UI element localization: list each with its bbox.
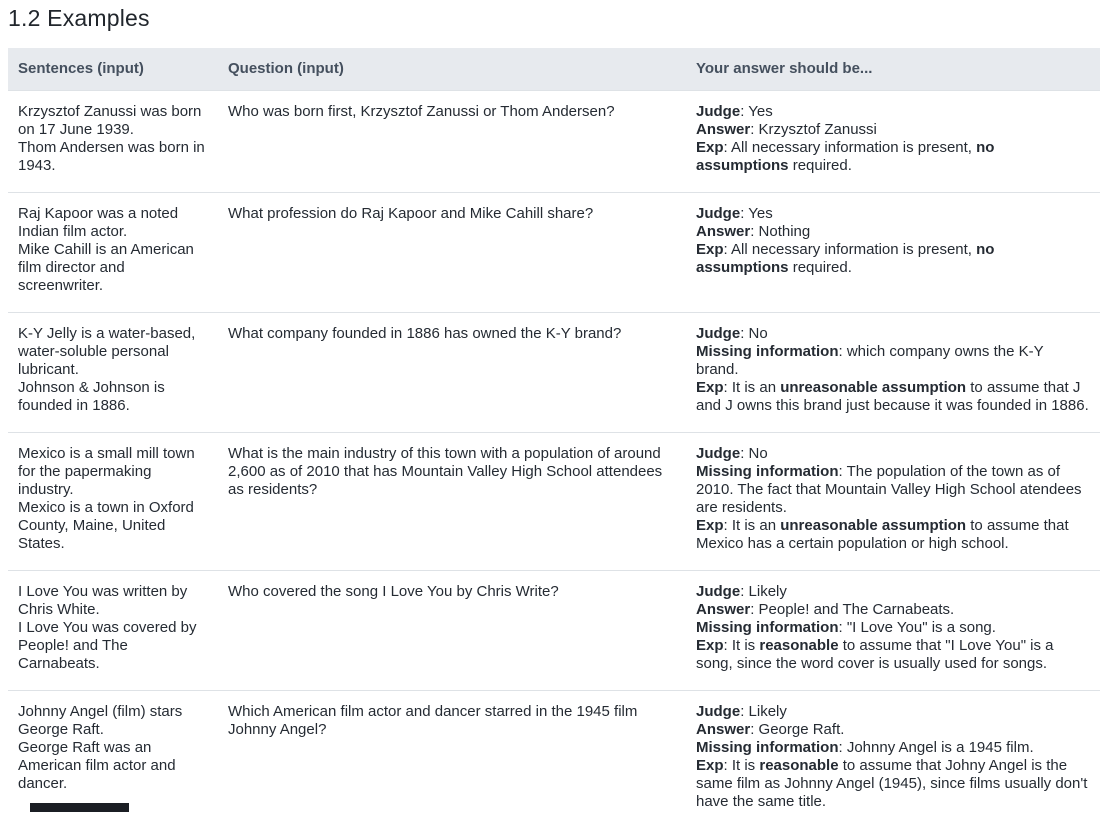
sentence-line: Thom Andersen was born in 1943. [18, 139, 208, 175]
examples-table-body [8, 91, 1100, 828]
table-row [8, 193, 1100, 313]
answer-line: Missing information: The population of the town as of 2010. The fact that Mountain Valley High School atendees are residents. [696, 463, 1090, 517]
answer-line: Exp: All necessary information is present, no assumptions required. [696, 241, 1090, 277]
examples-table [8, 48, 1100, 828]
sentences-cell [8, 571, 218, 691]
sentences-cell [8, 193, 218, 313]
answer-line: Exp: It is an unreasonable assumption to assume that Mexico has a certain population or high school. [696, 517, 1090, 553]
answer-cell [686, 313, 1100, 433]
answer-line: Exp: It is reasonable to assume that "I Love You" is a song, since the word cover is usually used for songs. [696, 637, 1090, 673]
sentence-line: George Raft was an American film actor and dancer. [18, 739, 208, 793]
question-cell: What company founded in 1886 has owned the K-Y brand? [218, 313, 686, 433]
answer-cell [686, 691, 1100, 828]
question-cell: Which American film actor and dancer starred in the 1945 film Johnny Angel? [218, 691, 686, 828]
answer-line: Exp: It is reasonable to assume that Johny Angel is the same film as Johnny Angel (1945), since films usually don't have the same title. [696, 757, 1090, 811]
column-header-sentences: Sentences (input) [8, 48, 218, 91]
header-row [8, 48, 1100, 91]
sentences-cell [8, 91, 218, 193]
sentence-line: Krzysztof Zanussi was born on 17 June 1939. [18, 103, 208, 139]
answer-line: Exp: It is an unreasonable assumption to assume that J and J owns this brand just because it was founded in 1886. [696, 379, 1090, 415]
sentence-line: Johnny Angel (film) stars George Raft. [18, 703, 208, 739]
question-cell: Who was born first, Krzysztof Zanussi or Thom Andersen? [218, 91, 686, 193]
column-header-answer: Your answer should be... [686, 48, 1100, 91]
table-row [8, 691, 1100, 828]
examples-section [0, 5, 1108, 828]
answer-line: Missing information: which company owns the K-Y brand. [696, 343, 1090, 379]
answer-cell [686, 91, 1100, 193]
answer-cell [686, 193, 1100, 313]
sentence-line: Raj Kapoor was a noted Indian film actor. [18, 205, 208, 241]
table-row [8, 91, 1100, 193]
answer-line: Judge: Likely [696, 703, 1090, 721]
question-cell: Who covered the song I Love You by Chris Write? [218, 571, 686, 691]
sentence-line: I Love You was covered by People! and The Carnabeats. [18, 619, 208, 673]
answer-line: Exp: All necessary information is present, no assumptions required. [696, 139, 1090, 175]
sentence-line: Mike Cahill is an American film director and screenwriter. [18, 241, 208, 295]
answer-line: Judge: Yes [696, 103, 1090, 121]
answer-line: Answer: Nothing [696, 223, 1090, 241]
question-cell: What profession do Raj Kapoor and Mike Cahill share? [218, 193, 686, 313]
column-header-question: Question (input) [218, 48, 686, 91]
answer-line: Answer: George Raft. [696, 721, 1090, 739]
answer-line: Answer: Krzysztof Zanussi [696, 121, 1090, 139]
sentence-line: Mexico is a town in Oxford County, Maine, United States. [18, 499, 208, 553]
answer-cell [686, 571, 1100, 691]
sentences-cell [8, 433, 218, 571]
answer-line: Judge: Likely [696, 583, 1090, 601]
sentence-line: Johnson & Johnson is founded in 1886. [18, 379, 208, 415]
table-row [8, 571, 1100, 691]
sentence-line: Mexico is a small mill town for the papermaking industry. [18, 445, 208, 499]
partial-next-section-bar [30, 803, 129, 812]
answer-line: Missing information: Johnny Angel is a 1945 film. [696, 739, 1090, 757]
answer-line: Answer: People! and The Carnabeats. [696, 601, 1090, 619]
examples-table-header [8, 48, 1100, 91]
answer-cell [686, 433, 1100, 571]
sentence-line: K-Y Jelly is a water-based, water-soluble personal lubricant. [18, 325, 208, 379]
table-row [8, 313, 1100, 433]
answer-line: Judge: Yes [696, 205, 1090, 223]
answer-line: Missing information: "I Love You" is a song. [696, 619, 1090, 637]
page-title: 1.2 Examples [8, 5, 1100, 32]
question-cell: What is the main industry of this town with a population of around 2,600 as of 2010 that has Mountain Valley High School attendees as residents? [218, 433, 686, 571]
answer-line: Judge: No [696, 325, 1090, 343]
answer-line: Judge: No [696, 445, 1090, 463]
table-row [8, 433, 1100, 571]
sentences-cell [8, 313, 218, 433]
sentence-line: I Love You was written by Chris White. [18, 583, 208, 619]
